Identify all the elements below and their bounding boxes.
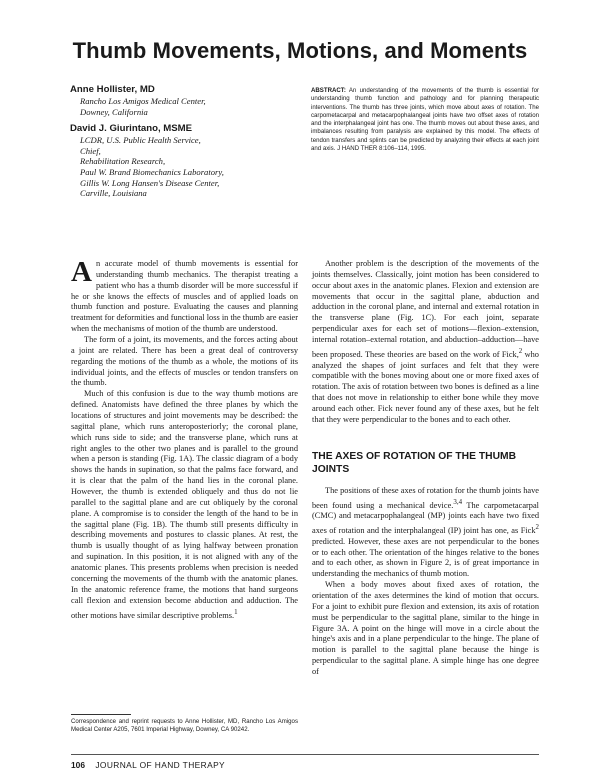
author-affiliation: Downey, California [80,106,148,117]
body-column-right [312,259,539,678]
author-affiliation: Chief, [80,145,101,156]
paragraph-text: The carpometacarpal (CMC) and metacarpophalangeal (MP) joints each have two fixed axes of rotation and the interphalangeal (IP) joint has one, as Fick [312,500,539,535]
author-affiliation: Gillis W. Long Hansen's Disease Center, [80,177,220,188]
body-paragraph [312,486,539,580]
citation-ref: 2 [535,523,539,532]
body-paragraph: When a body moves about fixed axes of rotation, the orientation of the axes determines the kind of motion that occurs. For a joint to exhibit pure flexion and extension, its axis of rotation must be perpendicular to the sagittal plane, similar to the hinge in Figure 3A. A point on the hinge will move in a circle about the hinge's axis and in a plane perpendicular to the hinge. The plane of motion is parallel to the sagittal plane because the hinge is perpendicular to the sagittal plane. A simple hinge has one degree of [312,580,539,676]
abstract [311,87,539,153]
footnote-rule [71,714,131,715]
page-footer [71,760,225,770]
citation-ref: 2 [518,346,523,355]
footnote: Correspondence and reprint requests to Anne Hollister, MD, Rancho Los Amigos Medical Center A205, 7601 Imperial Highway, Downey, CA 90242. [71,718,298,733]
page-number: 106 [71,760,85,770]
journal-name: JOURNAL OF HAND THERAPY [95,760,226,770]
section-heading: THE AXES OF ROTATION OF THE THUMB JOINTS [312,450,517,475]
author-block [70,123,295,199]
body-paragraph: The form of a joint, its movements, and the forces acting about a joint are related. There has been a great deal of controversy regarding the motions of the thumb as a whole, the motions of its individual joints, and the effects of muscles or tendon transfers on the thumb. [71,335,298,388]
author-affiliation: Rancho Los Amigos Medical Center, [80,96,206,106]
paragraph-text: Another problem is the description of the movements of the joints themselves. Classically, joint motion has been considered to occur about axes in the anatomic planes. Flexion and extension are movements that occur in the sagittal plane, abduction and adduction in the coronal plane, and internal and external rotation in the transverse plane (Fig. 1C). For each joint, separate perpendicular axes for each set of motions—flexion–extension, internal rotation–external rotation, and abduction–adduction—have been proposed. These theories are based on the work of Fick, [312,259,539,359]
drop-cap: A [71,256,92,288]
author-affiliation: Carville, Louisiana [80,188,147,199]
citation-ref: 1 [234,607,238,616]
author-block [70,84,295,117]
paragraph-text: who analyzed the shapes of joint surfaces and felt that they were compatible with the bones moving about one or more fixed axes of rotation. The axis of rotation between two bones is defined as a line that does not move in relationship to either bone while they move around each other. Fick never found any of these axes, but he felt that they were perpendicular to the bones and to each other. [312,349,539,424]
paragraph-text: Much of this confusion is due to the way thumb motions are defined. Anatomists have defined the three planes by which the locations of structures and joint movements may be described: the sagittal plane, which runs anteroposteriorly; the coronal plane, which runs side to side; and the transverse plane, which runs at right angles to the other two planes and is parallel to the ground when a person is standing (Fig. 1A). The classic diagram of a body shows the hands in supination, so that the palms face forward, and it is clear that the palm of the hand lies in the coronal plane. However, the thumb is extended obliquely and thus do not lie parallel to the sagittal plane and are cut obliquely by the coronal plane. A compromise is to consider the length of the hand to be in the sagittal plane (Fig. 1B). The thumb still presents difficulty in describing movements and postures to classic planes. At rest, the thumb is usually thought of as lying halfway between pronation and supination. In this position, it is not aligned with any of the anatomic planes. This presents problems when precision is needed concerning the movements of the thumb with the anatomic planes. In the anatomic reference frame, the motions that hand surgeons call flexion and extension become abduction and adduction. The other motions have similar descriptive problems. [71,389,298,620]
author-affiliation: Paul W. Brand Biomechanics Laboratory, [80,166,224,177]
abstract-citation: J HAND THER 8:106–114, 1995. [337,145,426,153]
author-name: Anne Hollister, MD [70,84,155,95]
author-affiliation: LCDR, U.S. Public Health Service, [80,135,201,146]
abstract-text: An understanding of the movements of the thumb is essential for understanding thumb function and pathology and for planning therapeutic interventions. The thumb has three joints, which move about axes of rotation. The carpometacarpal and metacarpophalangeal joints have two offset axes of rotation and the interphalangeal joint has one. The thumb moves out about these axes, and imbalances resulting from paralysis are explained by this model. The effects of tendon transfers and splints can be predicted by analyzing their effects at each joint and axis. [311,87,540,153]
article-title: Thumb Movements, Motions, and Moments [72,38,528,63]
citation-ref: 3,4 [453,497,463,506]
paragraph-text: n accurate model of thumb movements is essential for understanding thumb mechanics. The therapist treating a patient who has a thumb disorder will be more successful if he or she knows the effects of muscles and of applied loads on thumb function and posture. Evaluating the causes and planning treatment for deformities and functional loss in the thumb are easier when the mechanisms of motion of the thumb are understood. [71,259,298,334]
body-column-left [71,256,298,621]
abstract-label: ABSTRACT: [311,87,346,94]
body-paragraph [71,389,298,621]
author-affiliation: Rehabilitation Research, [80,156,166,167]
author-list [70,84,295,199]
body-paragraph [312,259,539,426]
paragraph-text: The positions of these axes of rotation for the thumb joints have been found using a mechanical device. [312,485,539,510]
body-paragraph [71,256,298,335]
footer-rule [71,754,539,755]
paragraph-text: predicted. However, these axes are not perpendicular to the bones or to each other. The orientation of the hinges relative to the bones and to each other, as shown in Figure 2, is of great importance in understanding the mechanics of thumb motion. [312,536,539,579]
author-name: David J. Giurintano, MSME [70,123,193,135]
